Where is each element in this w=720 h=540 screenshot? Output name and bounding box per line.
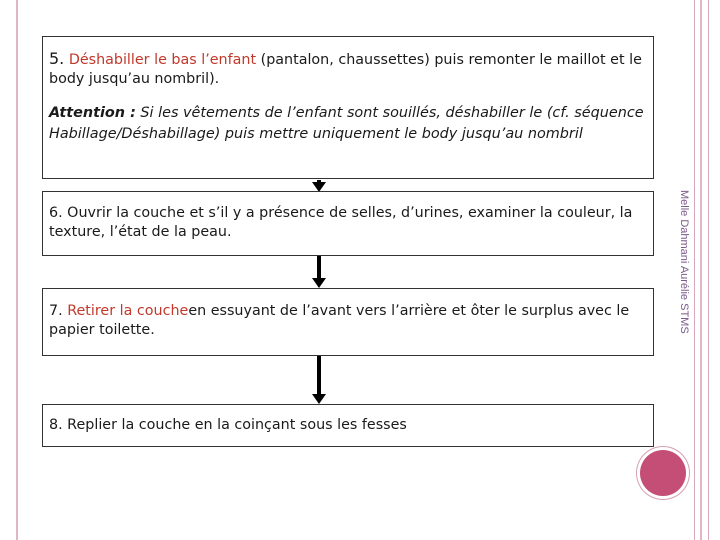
step-6-box [42,191,654,256]
step-8-box [42,404,654,447]
step-6-text: 6. Ouvrir la couche et s’il y a présence de selles, d’urines, examiner la couleur, la texture, l’état de la peau. [49,205,633,240]
decorative-circle [640,450,686,496]
arrow-down-3 [312,356,326,404]
step-7-box [42,288,654,356]
frame-line-right-2 [700,0,702,540]
step-5-number: 5. [49,49,65,68]
step-5-rest: (pantalon, chaussettes) puis remonter le maillot et le body jusqu’au nombril). [49,52,642,87]
step-7-rest: en essuyant de l’avant vers l’arrière et ôter le surplus avec le papier toilette. [49,303,630,338]
arrow-down-2 [312,256,326,288]
step-5-text [49,49,647,89]
step-7-text [49,302,647,340]
attention-text: Si les vêtements de l’enfant sont souillés, déshabiller le (cf. séquence Habillage/Déshabillage) puis mettre uniquement le body jusqu’au nombril [49,105,644,142]
frame-line-left [16,0,18,540]
step-8-text: 8. Replier la couche en la coinçant sous les fesses [49,417,407,433]
frame-line-right-3 [708,0,709,540]
frame-line-right-1 [694,0,695,540]
step-5-highlight: Déshabiller le bas l’enfant [68,52,257,68]
attention-label: Attention : [49,105,136,121]
attention-note [49,103,647,145]
author-credit: Melle Dahmani Aurélie STMS [678,190,690,334]
step-7-highlight: Retirer la couche [67,303,189,319]
step-7-number: 7. [49,303,63,319]
step-5-box [42,36,654,179]
